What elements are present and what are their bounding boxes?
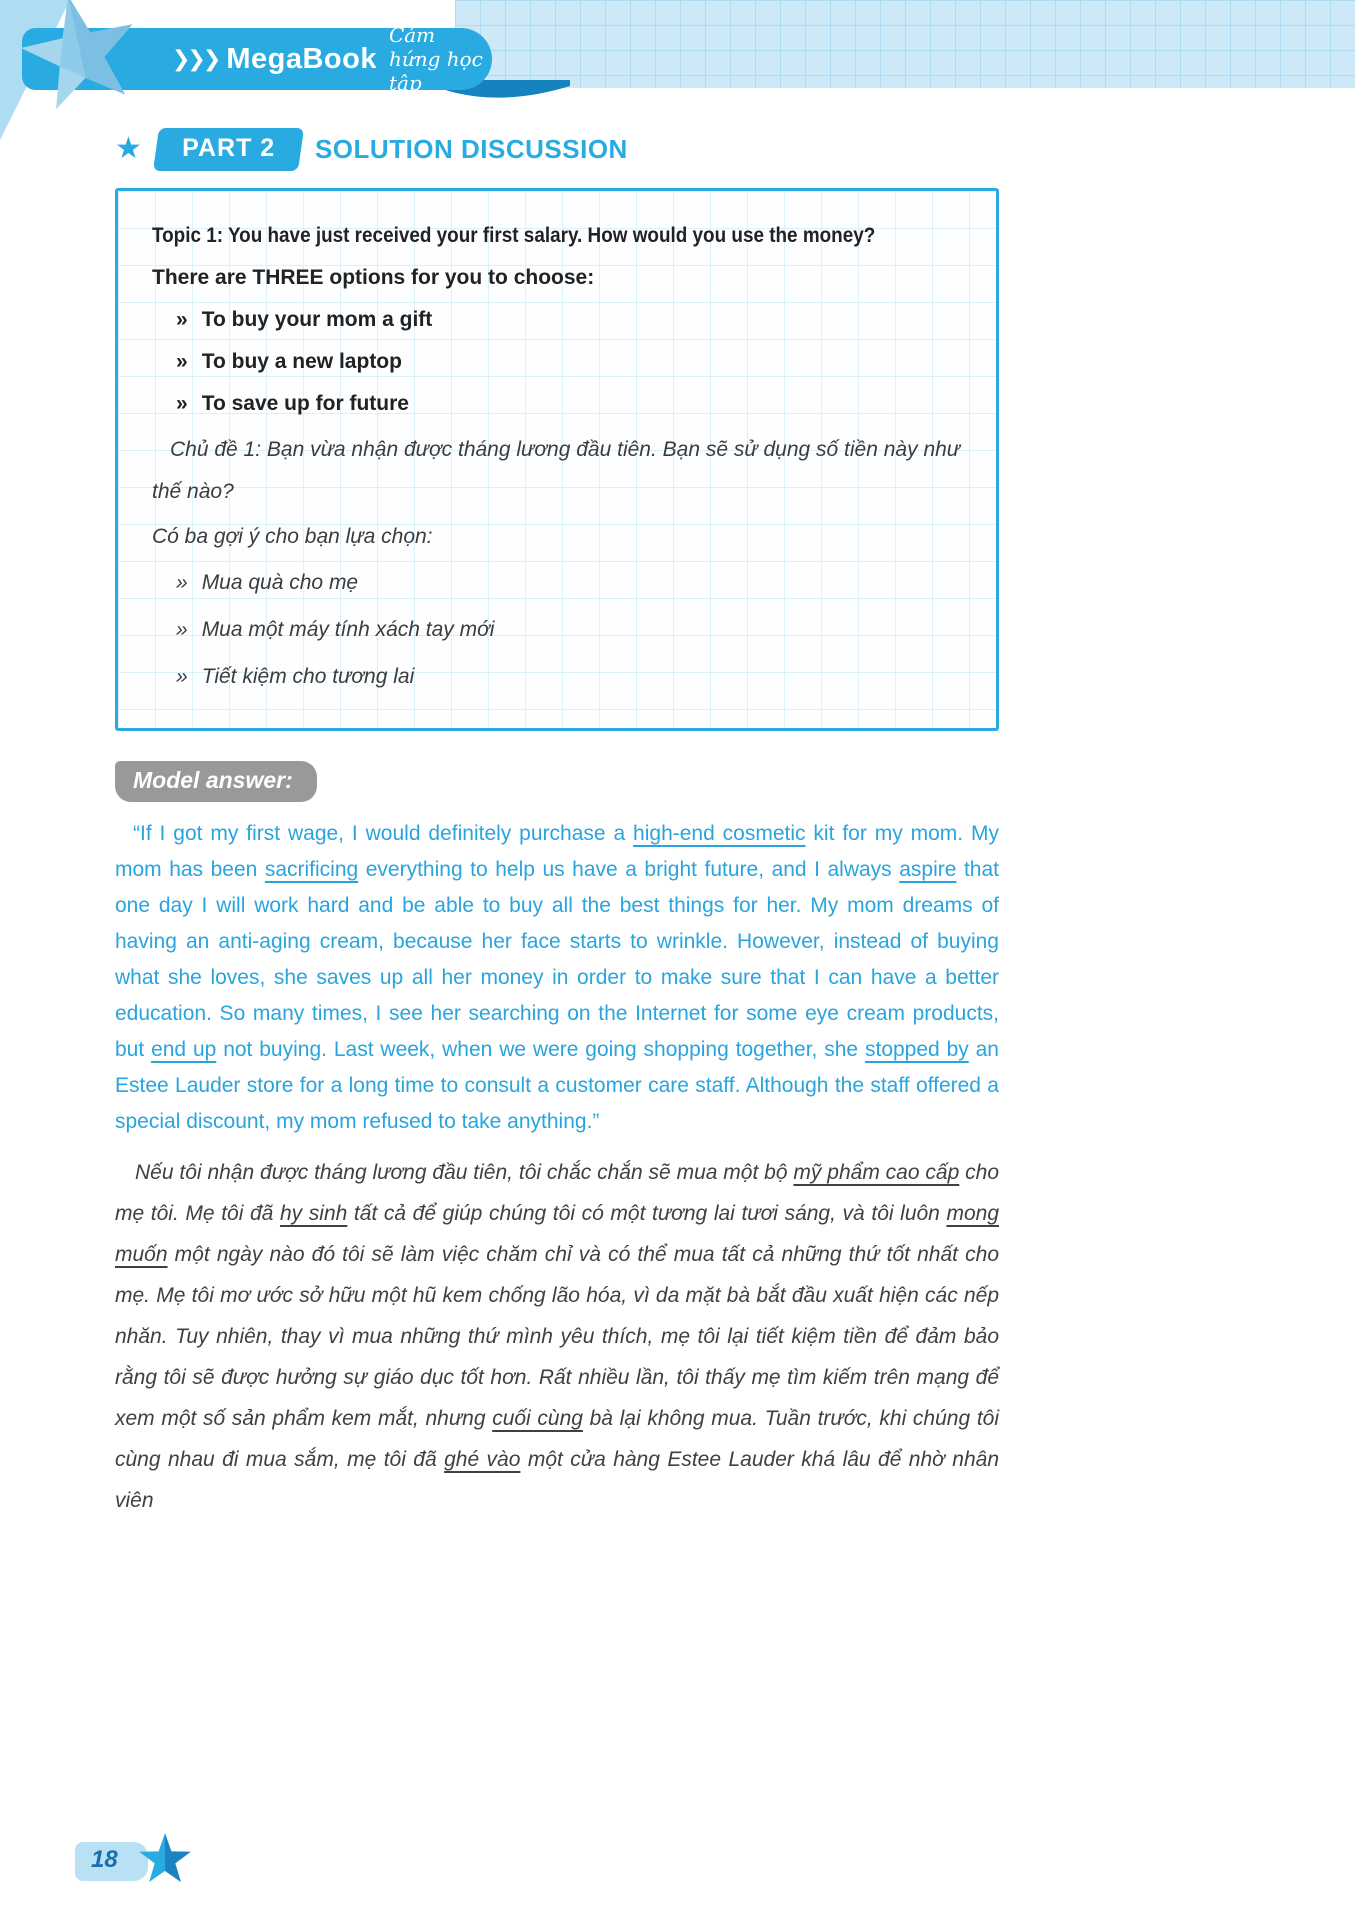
part-badge-label: PART 2	[182, 133, 276, 162]
footer-star-icon	[137, 1832, 193, 1886]
chevron-bullet: »	[176, 308, 188, 331]
logo-arrows-icon: ❯❯❯	[172, 46, 219, 71]
topic-option	[176, 383, 962, 425]
topic-box	[115, 188, 999, 731]
topic-option-vietnamese	[176, 606, 962, 653]
content-column	[115, 126, 999, 1521]
page-number: 18	[75, 1842, 148, 1881]
part-title: SOLUTION DISCUSSION	[314, 133, 628, 164]
page-header	[0, 0, 1355, 140]
topic-subtitle: There are THREE options for you to choose:	[152, 266, 595, 289]
chevron-bullet: »	[176, 618, 188, 641]
topic-title-vietnamese: Chủ đề 1: Bạn vừa nhận được tháng lương đầu tiên. Bạn sẽ sử dụng số tiền này như thế nào?	[152, 438, 961, 503]
model-answer-vietnamese: Nếu tôi nhận được tháng lương đầu tiên, tôi chắc chắn sẽ mua một bộ mỹ phẩm cao cấp cho mẹ tôi. Mẹ tôi đã hy sinh tất cả để giúp chúng tôi có một tương lai tươi sáng, và tôi luôn mong muốn một ngày nào đó tôi sẽ làm việc chăm chỉ và có thể mua tất cả những thứ tốt nhất cho mẹ. Mẹ tôi mơ ước sở hữu một hũ kem chống lão hóa, vì da mặt bà bắt đầu xuất hiện các nếp nhăn. Tuy nhiên, thay vì mua những thứ mình yêu thích, mẹ tôi lại tiết kiệm tiền để đảm bảo rằng tôi sẽ được hưởng sự giáo dục tốt hơn. Rất nhiều lần, tôi thấy mẹ tìm kiếm trên mạng để xem một số sản phẩm kem mắt, nhưng cuối cùng bà lại không mua. Tuần trước, khi chúng tôi cùng nhau đi mua sắm, mẹ tôi đã ghé vào một cửa hàng Estee Lauder khá lâu để nhờ nhân viên	[115, 1161, 1000, 1512]
logo-name: MegaBook	[226, 42, 377, 75]
topic-option	[176, 299, 962, 341]
topic-option-label: To save up for future	[201, 392, 409, 415]
part-badge	[153, 128, 304, 171]
topic-option-label: Mua một máy tính xách tay mới	[201, 618, 495, 641]
model-answer-english: “If I got my first wage, I would definitely purchase a high-end cosmetic kit for my mom. My mom has been sacrificing everything to help us have a bright future, and I always aspire that one day I will work hard and be able to buy all the best things for her. My mom dreams of having an anti-aging cream, because her face starts to wrinkle. However, instead of buying what she loves, she saves up all her money in order to make sure that I can have a better education. So many times, I see her searching on the Internet for some eye cream products, but end up not buying. Last week, when we were going shopping together, she stopped by an Estee Lauder store for a long time to consult a customer care staff. Although the staff offered a special discount, my mom refused to take anything.”	[115, 822, 999, 1133]
origami-star-icon	[5, 0, 155, 124]
chevron-bullet: »	[176, 350, 188, 373]
model-answer-badge: Model answer:	[115, 761, 317, 802]
topic-title: Topic 1: You have just received your first salary. How would you use the money?	[152, 224, 876, 247]
chevron-bullet: »	[176, 571, 188, 594]
chevron-bullet: »	[176, 392, 188, 415]
logo-tagline: Cảm hứng học tập	[388, 23, 483, 95]
header-grid-band	[455, 0, 1355, 88]
chevron-bullet: »	[176, 665, 188, 688]
topic-option-vietnamese	[176, 653, 962, 700]
topic-option-label: To buy your mom a gift	[201, 308, 433, 331]
topic-option-label: To buy a new laptop	[201, 350, 402, 373]
part-star-icon: ★	[115, 132, 142, 165]
topic-option-vietnamese	[176, 559, 962, 606]
topic-option-label: Tiết kiệm cho tương lai	[201, 665, 415, 688]
topic-option-label: Mua quà cho mẹ	[201, 571, 359, 594]
topic-option	[176, 341, 962, 383]
page-footer	[75, 1842, 148, 1892]
part-heading	[115, 126, 999, 172]
topic-subtitle-vietnamese: Có ba gợi ý cho bạn lựa chọn:	[152, 525, 433, 548]
